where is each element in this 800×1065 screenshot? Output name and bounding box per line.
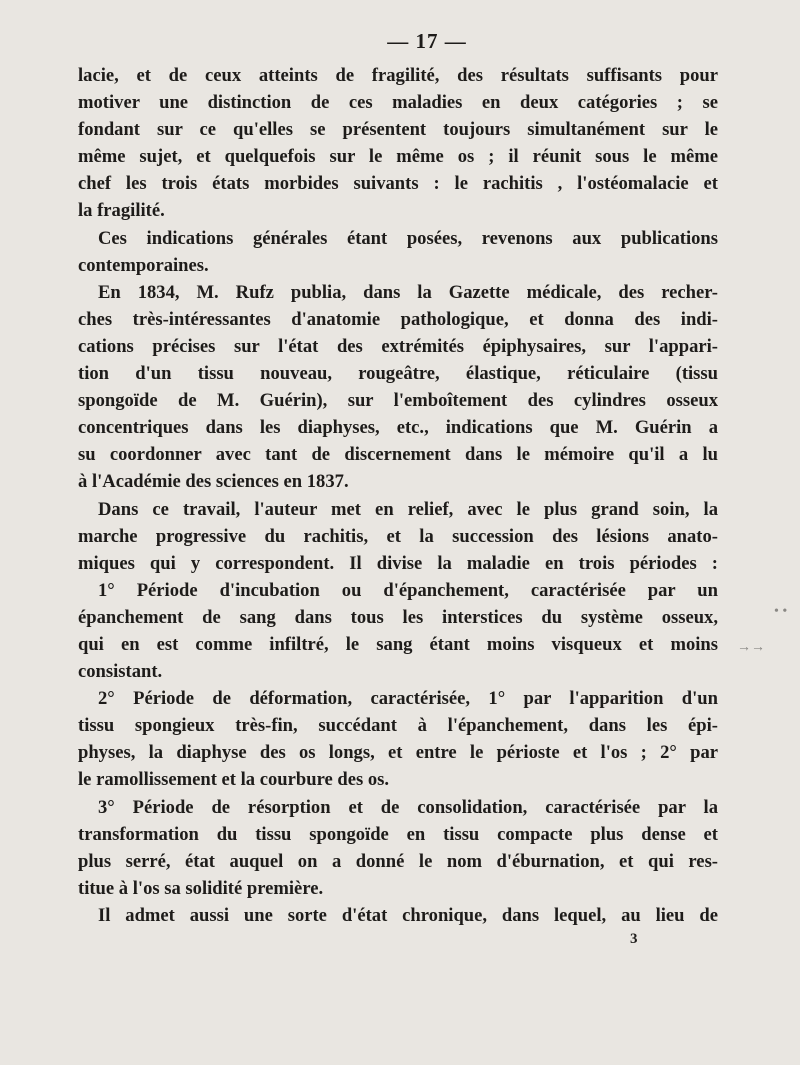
text-line: spongoïde de M. Guérin), sur l'emboîtement des cylindres osseux (78, 390, 718, 412)
text-line: 2° Période de déformation, caractérisée, 1° par l'apparition d'un (98, 688, 718, 710)
text-line: épanchement de sang dans tous les interstices du système osseux, (78, 606, 718, 628)
text-line: tissu spongieux très-fin, succédant à l'épanchement, dans les épi- (78, 715, 718, 737)
margin-arrow-mark: →→ (737, 640, 765, 655)
text-line: tion d'un tissu nouveau, rougeâtre, élastique, réticulaire (tissu (78, 363, 718, 385)
text-line: miques qui y correspondent. Il divise la maladie en trois périodes : (78, 552, 718, 574)
text-line: à l'Académie des sciences en 1837. (78, 471, 349, 493)
text-line: même sujet, et quelquefois sur le même os ; il réunit sous le même (78, 146, 718, 168)
text-line: chef les trois états morbides suivants : le rachitis , l'ostéomalacie et (78, 173, 718, 195)
text-line: plus serré, état auquel on a donné le nom d'éburnation, et qui res- (78, 850, 718, 872)
text-line: le ramollissement et la courbure des os. (78, 769, 390, 791)
text-line: 3° Période de résorption et de consolidation, caractérisée par la (98, 796, 718, 818)
text-line: Ces indications générales étant posées, revenons aux publications (98, 227, 718, 249)
text-line: physes, la diaphyse des os longs, et entre le périoste et l'os ; 2° par (78, 742, 718, 764)
text-line: fondant sur ce qu'elles se présentent toujours simultanément sur le (78, 119, 718, 141)
text-line: marche progressive du rachitis, et la succession des lésions anato- (78, 525, 718, 547)
text-line: Dans ce travail, l'auteur met en relief, avec le plus grand soin, la (98, 498, 718, 520)
text-line: En 1834, M. Rufz publia, dans la Gazette médicale, des recher- (98, 281, 718, 303)
text-line: consistant. (78, 661, 163, 683)
text-line: su coordonner avec tant de discernement dans le mémoire qu'il a lu (78, 444, 718, 466)
page-header: — 17 — (387, 29, 467, 53)
signature-mark: 3 (630, 931, 638, 947)
text-line: lacie, et de ceux atteints de fragilité, des résultats suffisants pour (78, 65, 718, 86)
text-line: contemporaines. (78, 254, 209, 276)
text-line: ches très-intéressantes d'anatomie pathologique, et donna des indi- (78, 308, 718, 330)
text-line: cations précises sur l'état des extrémités épiphysaires, sur l'appari- (78, 335, 718, 357)
text-line: titue à l'os sa solidité première. (78, 877, 324, 899)
text-line: 1° Période d'incubation ou d'épanchement, caractérisée par un (98, 579, 718, 601)
text-line: motiver une distinction de ces maladies en deux catégories ; se (78, 92, 718, 114)
text-line: Il admet aussi une sorte d'état chronique, dans lequel, au lieu de (98, 904, 718, 926)
text-line: la fragilité. (78, 200, 165, 222)
body-text (78, 62, 718, 929)
text-line: qui en est comme infiltré, le sang étant moins visqueux et moins (78, 633, 718, 655)
text-line: concentriques dans les diaphyses, etc., indications que M. Guérin a (78, 417, 718, 439)
margin-mark: • • (774, 604, 788, 619)
text-line: transformation du tissu spongoïde en tissu compacte plus dense et (78, 823, 718, 845)
